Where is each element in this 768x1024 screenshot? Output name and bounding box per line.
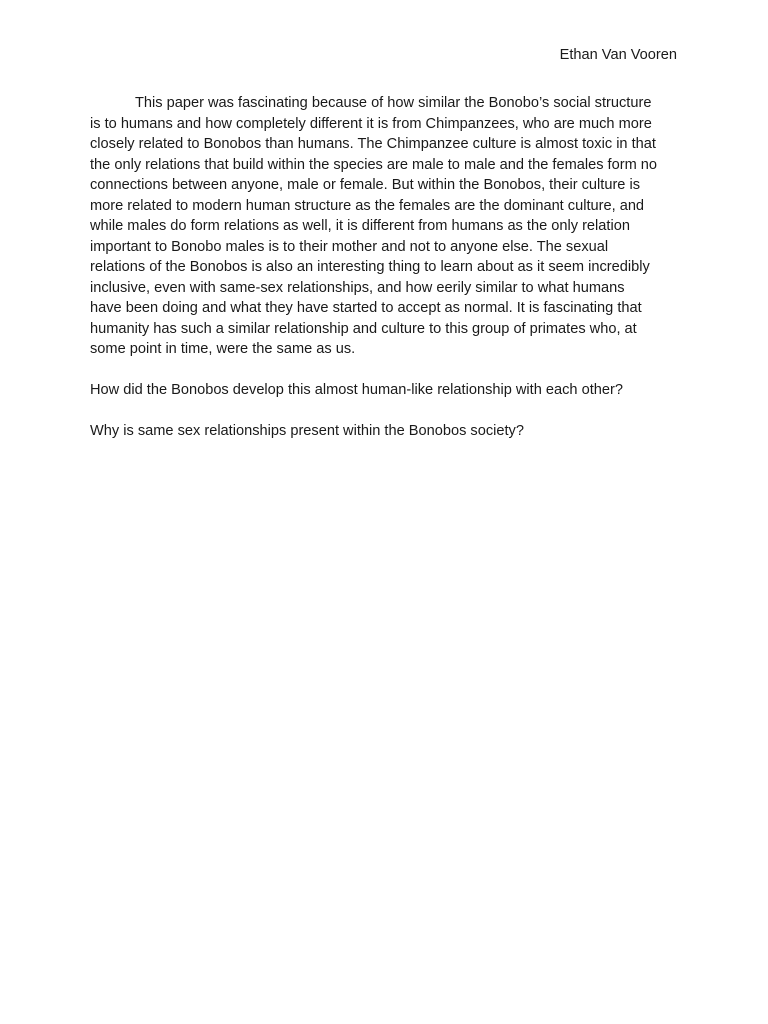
paragraph-line: relations of the Bonobos is also an interesting thing to learn about as it seem incredibly (90, 259, 650, 275)
paragraph-line: important to Bonobo males is to their mother and not to anyone else. The sexual (90, 238, 609, 255)
question-two: Why is same sex relationships present within the Bonobos society? (90, 423, 524, 439)
paragraph-line: more related to modern human structure as the females are the dominant culture, and (90, 197, 645, 214)
paragraph-line: is to humans and how completely different it is from Chimpanzees, who are much more (90, 115, 652, 132)
paragraph-line: humanity has such a similar relationship and culture to this group of primates who, at (90, 320, 637, 337)
paragraph-line: some point in time, were the same as us. (90, 341, 356, 357)
paragraph-line: have been doing and what they have started to accept as normal. It is fascinating that (90, 300, 642, 316)
author-name: Ethan Van Vooren (559, 47, 677, 63)
paragraph-line: inclusive, even with same-sex relationships, and how eerily similar to what humans (90, 279, 625, 296)
paragraph-line: the only relations that build within the species are male to male and the females form no (90, 156, 658, 173)
paragraph-line: connections between anyone, male or female. But within the Bonobos, their culture is (90, 177, 641, 193)
paragraph-line: closely related to Bonobos than humans. The Chimpanzee culture is almost toxic in that (90, 136, 656, 152)
main-paragraph (90, 93, 680, 360)
paragraph-line: while males do form relations as well, it is different from humans as the only relation (90, 218, 630, 234)
document-body (90, 93, 680, 442)
paragraph-line: This paper was fascinating because of how similar the Bonobo’s social structure (135, 95, 652, 111)
question-one: How did the Bonobos develop this almost human-like relationship with each other? (90, 382, 623, 398)
